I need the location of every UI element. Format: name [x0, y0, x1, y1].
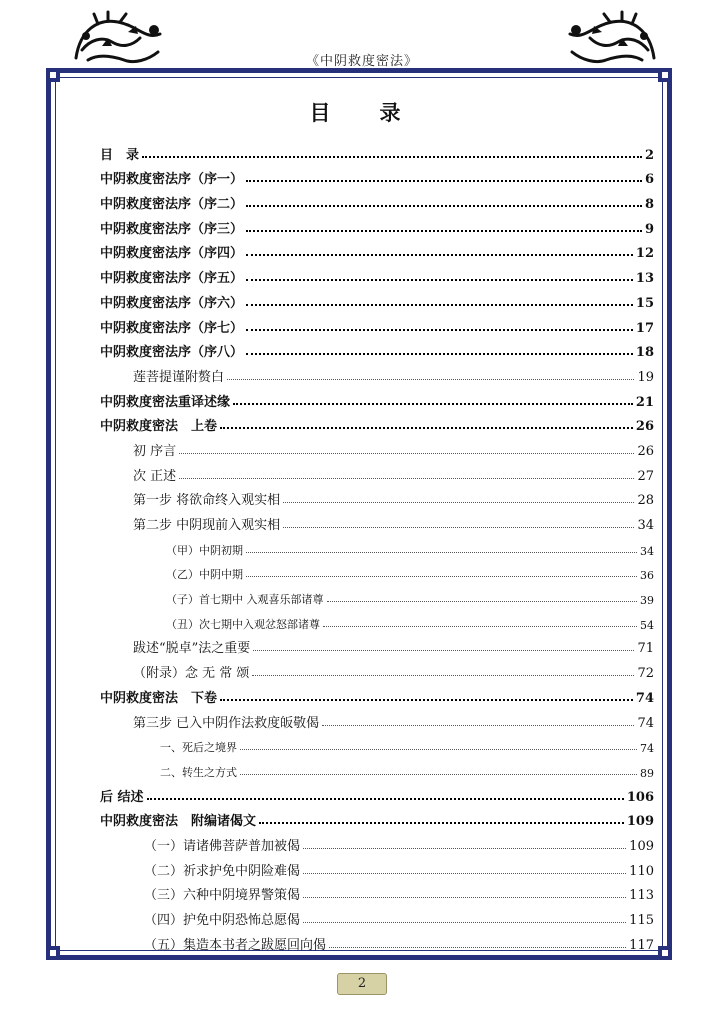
page-number-tab: 2: [337, 973, 387, 995]
toc-entry[interactable]: [100, 805, 654, 830]
toc-entry-title: 第一步 将欲命终入观实相: [133, 493, 281, 509]
table-of-contents: [100, 138, 654, 953]
toc-entry[interactable]: [100, 237, 654, 262]
dot-leader: [179, 478, 634, 479]
toc-entry-page: 9: [644, 221, 654, 237]
toc-entry-page: 8: [644, 197, 654, 213]
toc-entry-title: 莲菩提谨附赘白: [133, 369, 225, 385]
dot-leader: [246, 329, 633, 331]
toc-entry-title: （子）首七期中 入观喜乐部诸尊: [166, 593, 324, 607]
toc-entry-title: 中阴救度密法序（序四）: [100, 246, 244, 262]
dot-leader: [303, 922, 626, 923]
dot-leader: [283, 502, 634, 503]
dot-leader: [323, 626, 637, 627]
toc-entry[interactable]: [100, 138, 654, 163]
toc-entry-title: 中阴救度密法重译述缘: [100, 394, 231, 410]
toc-entry-title: （三）六种中阴境界警策偈: [144, 888, 301, 904]
dot-leader: [227, 379, 634, 380]
dot-leader: [283, 527, 634, 528]
toc-entry-title: 中阴救度密法序（序一）: [100, 172, 244, 188]
toc-entry-title: 中阴救度密法 下卷: [100, 690, 218, 706]
toc-entry[interactable]: [100, 163, 654, 188]
toc-entry-page: 106: [626, 789, 654, 805]
toc-entry-title: 中阴救度密法 上卷: [100, 419, 218, 435]
dot-leader: [253, 650, 634, 651]
dot-leader: [259, 822, 624, 824]
toc-entry-title: （乙）中阴中期: [166, 568, 243, 582]
dot-leader: [246, 353, 633, 355]
toc-entry-title: 次 正述: [133, 468, 177, 484]
dot-leader: [246, 254, 633, 256]
dot-leader: [246, 304, 633, 306]
toc-entry-title: （四）护免中阴恐怖总愿偈: [144, 913, 301, 928]
toc-entry[interactable]: [100, 681, 654, 706]
toc-entry-title: 中阴救度密法序（序七）: [100, 320, 244, 336]
toc-entry-page: 115: [629, 913, 654, 928]
dot-leader: [220, 699, 633, 701]
toc-entry-title: 中阴救度密法序（序二）: [100, 197, 244, 213]
toc-entry[interactable]: [100, 854, 654, 879]
frame-corner-ornament-icon: [46, 946, 60, 960]
frame-corner-ornament-icon: [46, 68, 60, 82]
toc-entry-page: 71: [637, 641, 654, 657]
toc-entry[interactable]: [100, 187, 654, 212]
toc-entry[interactable]: [100, 607, 654, 632]
dot-leader: [329, 947, 626, 948]
toc-entry-page: 6: [644, 172, 654, 188]
toc-entry-page: 27: [637, 468, 654, 484]
toc-entry[interactable]: [100, 558, 654, 583]
toc-entry[interactable]: [100, 928, 654, 953]
toc-entry[interactable]: [100, 336, 654, 361]
toc-entry-title: 后 结述: [100, 789, 144, 805]
toc-entry-title: （五）集造本书者之跋愿回向偈: [144, 937, 327, 953]
toc-entry-page: 74: [637, 715, 654, 731]
dot-leader: [233, 403, 633, 405]
toc-entry-title: （一）请诸佛菩萨普加被偈: [144, 838, 301, 854]
dot-leader: [147, 798, 624, 800]
toc-entry-title: 中阴救度密法 附编诸偈文: [100, 814, 257, 830]
toc-entry[interactable]: [100, 829, 654, 854]
toc-entry-page: 89: [640, 766, 654, 780]
toc-entry-title: 中阴救度密法序（序三）: [100, 221, 244, 237]
toc-entry[interactable]: [100, 385, 654, 410]
toc-entry[interactable]: [100, 261, 654, 286]
dot-leader: [246, 552, 637, 553]
toc-entry-page: 36: [640, 569, 654, 583]
toc-entry-title: （附录）念 无 常 颂: [133, 666, 250, 682]
toc-entry-page: 19: [637, 369, 654, 385]
toc-entry-title: 跋述“脱卓”法之重要: [133, 641, 251, 657]
toc-entry[interactable]: [100, 755, 654, 780]
frame-corner-ornament-icon: [658, 946, 672, 960]
toc-entry-page: 39: [640, 594, 654, 608]
toc-entry[interactable]: [100, 286, 654, 311]
toc-entry-page: 109: [626, 814, 654, 830]
toc-entry[interactable]: [100, 582, 654, 607]
toc-entry[interactable]: [100, 632, 654, 657]
toc-entry[interactable]: [100, 311, 654, 336]
toc-entry-page: 34: [637, 518, 654, 533]
toc-entry-page: 117: [629, 937, 654, 953]
dot-leader: [303, 873, 626, 874]
toc-entry-title: 第二步 中阴现前入观实相: [133, 518, 281, 533]
toc-entry[interactable]: [100, 508, 654, 533]
dot-leader: [252, 675, 634, 676]
toc-entry-page: 72: [637, 666, 654, 682]
toc-entry-page: 26: [637, 443, 654, 459]
dot-leader: [240, 774, 637, 775]
toc-entry-title: 第三步 已入中阴作法救度皈敬偈: [133, 715, 320, 731]
toc-entry-title: （甲）中阴初期: [166, 543, 243, 557]
toc-entry[interactable]: [100, 656, 654, 681]
toc-entry[interactable]: [100, 903, 654, 928]
dot-leader: [246, 180, 642, 182]
toc-entry-page: 74: [635, 690, 654, 706]
toc-entry-page: 21: [635, 394, 654, 410]
toc-entry-page: 13: [635, 271, 654, 287]
dot-leader: [179, 453, 634, 454]
toc-entry-title: 中阴救度密法序（序六）: [100, 295, 244, 311]
dot-leader: [240, 749, 637, 750]
toc-entry-page: 110: [629, 863, 654, 879]
dot-leader: [303, 897, 626, 898]
dot-leader: [303, 848, 626, 849]
toc-entry-title: （二）祈求护免中阴险难偈: [144, 863, 301, 879]
toc-entry-title: 初 序言: [133, 443, 177, 459]
toc-entry-title: 二、转生之方式: [160, 765, 237, 779]
toc-entry-page: 15: [635, 295, 654, 311]
toc-entry-page: 28: [637, 493, 654, 509]
dot-leader: [246, 576, 637, 577]
toc-entry[interactable]: [100, 879, 654, 904]
toc-entry-page: 74: [640, 742, 654, 756]
toc-entry-page: 17: [635, 320, 654, 336]
dot-leader: [327, 601, 638, 602]
toc-entry-title: 中阴救度密法序（序五）: [100, 271, 244, 287]
toc-entry[interactable]: [100, 731, 654, 756]
toc-entry[interactable]: [100, 706, 654, 731]
dot-leader: [220, 427, 633, 429]
toc-entry-page: 113: [629, 888, 654, 904]
toc-entry-page: 18: [635, 345, 654, 361]
dot-leader: [322, 725, 634, 726]
toc-entry-page: 54: [640, 618, 654, 632]
toc-entry-page: 109: [629, 838, 654, 854]
toc-entry[interactable]: [100, 459, 654, 484]
toc-entry[interactable]: [100, 212, 654, 237]
toc-entry-page: 34: [640, 544, 654, 558]
running-header-title: 《中阴救度密法》: [305, 54, 418, 69]
toc-entry[interactable]: [100, 360, 654, 385]
dot-leader: [246, 205, 642, 207]
toc-heading: 目 录: [309, 100, 415, 125]
dot-leader: [142, 156, 642, 158]
toc-entry[interactable]: [100, 533, 654, 558]
toc-entry-page: 26: [635, 419, 654, 435]
toc-entry-page: 12: [635, 246, 654, 262]
toc-entry-page: 2: [644, 147, 654, 163]
toc-entry-title: 目 录: [100, 147, 140, 163]
toc-entry[interactable]: [100, 410, 654, 435]
toc-entry-title: 中阴救度密法序（序八）: [100, 345, 244, 361]
toc-entry[interactable]: [100, 484, 654, 509]
toc-entry[interactable]: [100, 434, 654, 459]
frame-corner-ornament-icon: [658, 68, 672, 82]
toc-entry[interactable]: [100, 780, 654, 805]
toc-entry-title: （丑）次七期中入观忿怒部诸尊: [166, 617, 320, 631]
dot-leader: [246, 230, 642, 232]
dot-leader: [246, 279, 633, 281]
toc-entry-title: 一、死后之境界: [160, 741, 237, 755]
